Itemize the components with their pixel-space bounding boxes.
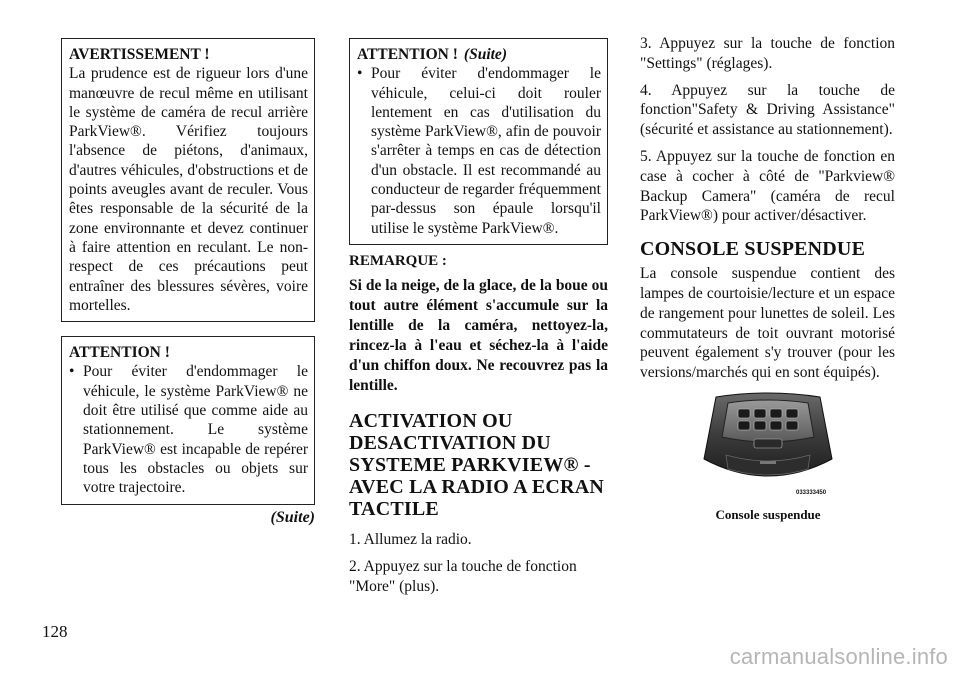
caution-continued-suite: (Suite) [463,46,507,63]
activation-step-3: 3. Appuyez sur la touche de fonction "Settings" (réglages). [640,35,895,72]
note-text: Si de la neige, de la glace, de la boue ou tout autre élément s'accumule sur la lentille de la caméra, nettoyez-la, rincez-la à l'eau et séchez-la à l'aide d'un chiffon doux. Ne recouvrez pas la lentille. [349,276,608,394]
console-heading: CONSOLE SUSPENDUE [640,238,866,261]
watermark: carmanualsonline.info [729,644,948,669]
activation-heading: ACTIVATION OU DESACTIVATION DU SYSTEME PARKVIEW® - AVEC LA RADIO A ECRAN TACTILE [349,409,604,520]
figure-code: 033333450 [796,489,827,496]
bullet-icon: • [69,363,75,381]
figure-caption: Console suspendue [715,506,821,522]
caution-bullet-text: Pour éviter d'endommager le véhicule, le système ParkView® ne doit être utilisé que comme aide au stationnement. Le système ParkView® est incapable de repérer tous les obstacles ou objets sur votre trajectoire. [83,363,308,497]
left-column [61,38,315,527]
caution-continued-bullet-text: Pour éviter d'endommager le véhicule, celui-ci doit rouler lentement en cas d'utilisation du système ParkView®, afin de pouvoir s'arrêter à temps en cas de détection d'un obstacle. Il est recommandé au conducteur de regarder fréquemment par-dessus son épaule lorsqu'il utilise le système ParkView®. [371,65,601,237]
right-column [640,34,895,523]
note-label: REMARQUE : [349,252,447,269]
activation-step-4: 4. Appuyez sur la touche de fonction"Safety & Driving Assistance" (sécurité et assistance au stationnement). [640,81,895,139]
warning-text: La prudence est de rigueur lors d'une manœuvre de recul même en utilisant le système de caméra de recul arrière ParkView®. Vérifiez toujours l'absence de piétons, d'animaux, d'autres véhicules, d'obstructions et de points aveugles avant de reculer. Vous êtes responsable de la sécurité de la zone environnante et devez continuer à faire attention en reculant. Le non-respect de ces précautions peut entraîner des blessures sévères, voire mortelles. [69,65,308,314]
activation-step-5: 5. Appuyez sur la touche de fonction en case à cocher à côté de "Parkview® Backup Camera" (caméra de recul ParkView®) pour activer/désactiver. [640,147,895,225]
caution-box [61,336,315,504]
activation-step-1: 1. Allumez la radio. [349,530,472,548]
caution-title: ATTENTION ! [69,344,170,362]
page-number: 128 [42,622,68,641]
bullet-icon: • [357,65,363,83]
overhead-console-image [698,389,838,501]
console-figure [698,389,898,523]
middle-column [349,38,608,603]
caution-continued-bullet [357,64,601,238]
caution-continued-heading: ATTENTION ! [357,46,458,63]
continued-label: (Suite) [270,508,315,526]
warning-box [61,38,315,322]
activation-step-2: 2. Appuyez sur la touche de fonction "More" (plus). [349,557,577,595]
caution-continued-box [349,38,608,245]
console-text: La console suspendue contient des lampes de courtoisie/lecture et un espace de rangement pour lunettes de soleil. Les commutateurs de toit ouvrant motorisé peuvent également s'y trouver (pour les versions/marchés qui en sont équipés). [640,265,895,382]
warning-title: AVERTISSEMENT ! [69,46,210,63]
caution-continued-title [357,45,601,64]
caution-bullet [69,362,308,497]
